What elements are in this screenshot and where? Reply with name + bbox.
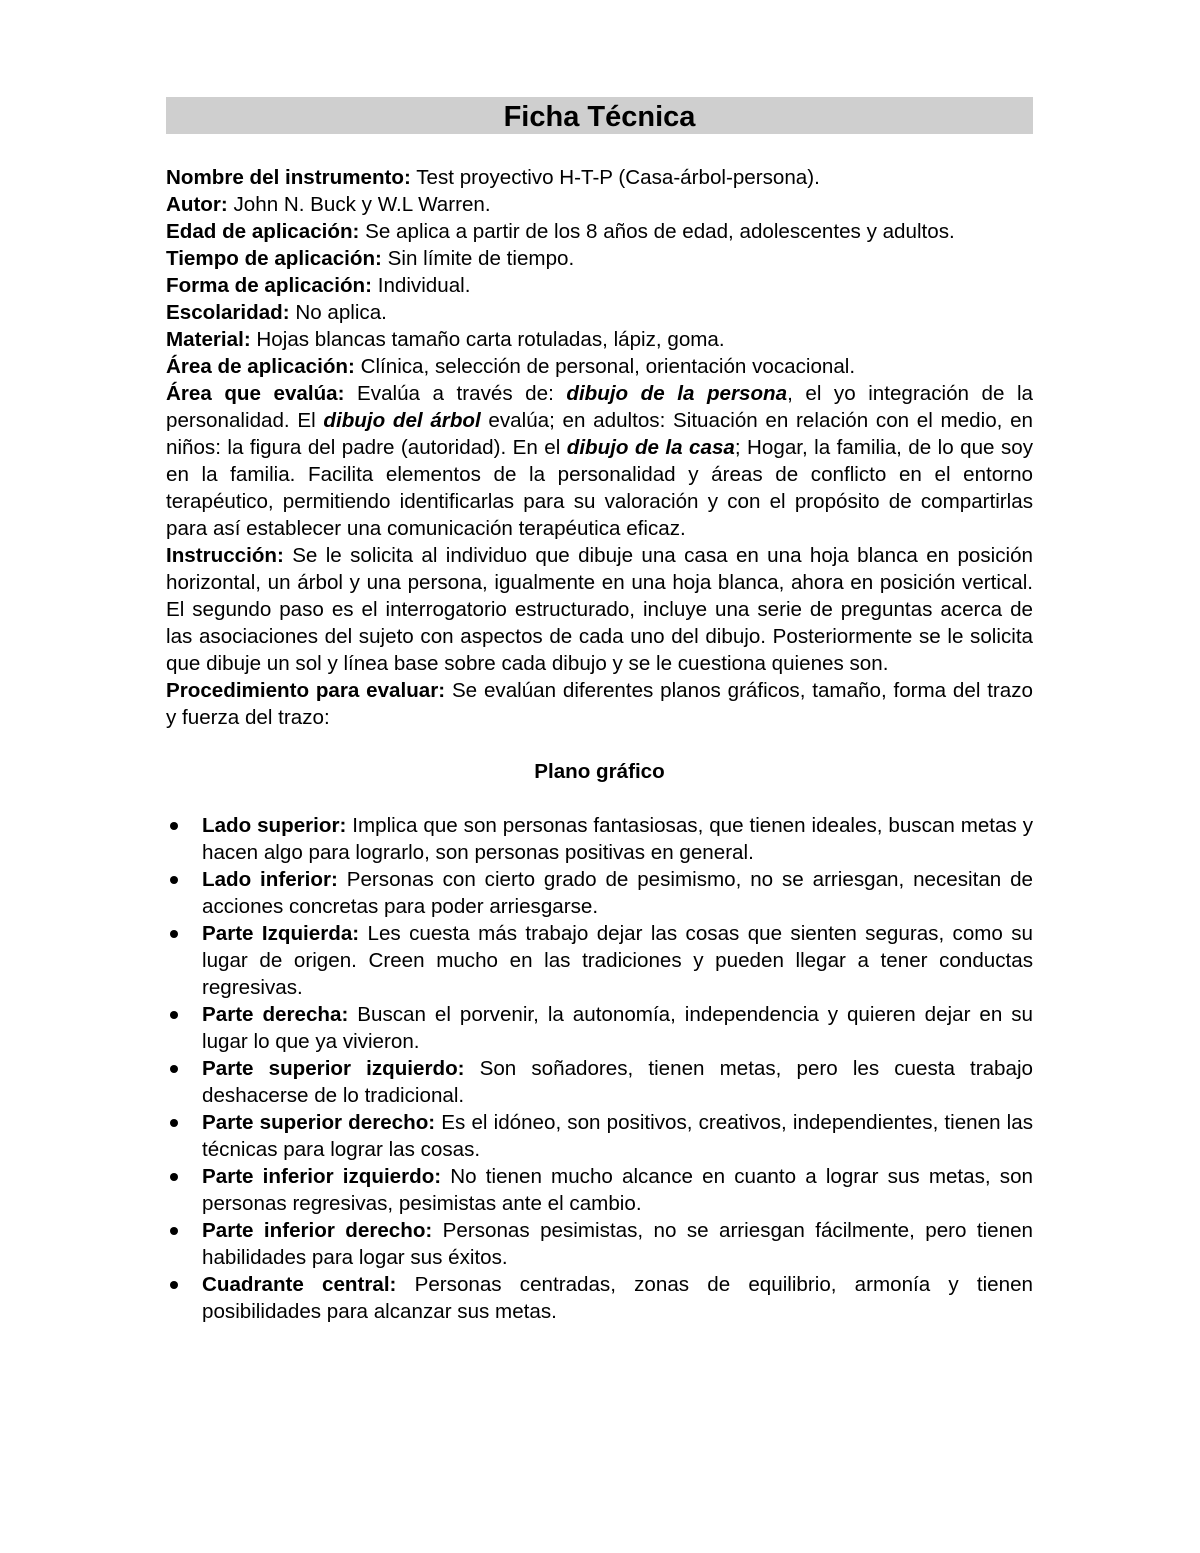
field-label: Área de aplicación: bbox=[166, 355, 355, 378]
bullet-icon bbox=[170, 1011, 178, 1019]
field-label: Tiempo de aplicación: bbox=[166, 247, 382, 270]
bullet-icon bbox=[170, 1119, 178, 1127]
item-text: Implica que son personas fantasiosas, que tienen ideales, buscan metas y hacen algo para lograrlo, son personas positivas en general. bbox=[202, 814, 1033, 864]
list-item bbox=[166, 812, 1033, 866]
bullet-icon bbox=[170, 930, 178, 938]
field-value: Se aplica a partir de los 8 años de edad, adolescentes y adultos. bbox=[359, 220, 955, 243]
item-label: Parte superior izquierdo: bbox=[202, 1057, 465, 1080]
field-escolaridad bbox=[166, 299, 1033, 326]
list-item bbox=[166, 1001, 1033, 1055]
field-value: Test proyectivo H-T-P (Casa-árbol-persona). bbox=[410, 166, 820, 189]
bullet-icon bbox=[170, 876, 178, 884]
list-item bbox=[166, 1109, 1033, 1163]
field-label: Edad de aplicación: bbox=[166, 220, 360, 243]
section-title-plano-grafico: Plano gráfico bbox=[534, 760, 665, 783]
list-item bbox=[166, 1271, 1033, 1325]
list-item bbox=[166, 1217, 1033, 1271]
field-area-evalua bbox=[166, 380, 1033, 542]
field-area-aplicacion bbox=[166, 353, 1033, 380]
list-item bbox=[166, 1163, 1033, 1217]
item-text: No tienen mucho alcance en cuanto a lograr sus metas, son personas regresivas, pesimistas ante el cambio. bbox=[202, 1165, 1033, 1215]
list-item bbox=[166, 920, 1033, 1001]
item-label: Parte inferior izquierdo: bbox=[202, 1165, 442, 1188]
item-text: Buscan el porvenir, la autonomía, independencia y quieren dejar en su lugar lo que ya vivieron. bbox=[202, 1003, 1033, 1053]
field-forma bbox=[166, 272, 1033, 299]
field-label: Instrucción: bbox=[166, 544, 284, 567]
document-page bbox=[166, 97, 1033, 1325]
field-value: Sin límite de tiempo. bbox=[381, 247, 575, 270]
item-label: Parte superior derecho: bbox=[202, 1111, 436, 1134]
item-label: Parte Izquierda: bbox=[202, 922, 360, 945]
bullet-icon bbox=[170, 822, 178, 830]
bullet-icon bbox=[170, 1227, 178, 1235]
field-value: Individual. bbox=[372, 274, 471, 297]
field-nombre bbox=[166, 164, 1033, 191]
item-label: Parte derecha: bbox=[202, 1003, 349, 1026]
emphasis-dibujo-persona: dibujo de la persona bbox=[566, 382, 788, 405]
technical-fields bbox=[166, 164, 1033, 731]
field-value: Hojas blancas tamaño carta rotuladas, lápiz, goma. bbox=[250, 328, 725, 351]
field-edad bbox=[166, 218, 1033, 245]
item-text: Es el idóneo, son positivos, creativos, independientes, tienen las técnicas para lograr las cosas. bbox=[202, 1111, 1034, 1161]
field-value: ; Hogar, la familia, de lo que soy en la familia. Facilita elementos de la personalidad y áreas de conflicto en el entorno terapéutico, permitiendo identificarlas para su valoración y con el propósito de compartirlas para así establecer una comunicación terapéutica eficaz. bbox=[166, 436, 1033, 540]
item-text: Personas con cierto grado de pesimismo, no se arriesgan, necesitan de acciones concretas para poder arriesgarse. bbox=[202, 868, 1034, 918]
field-label: Autor: bbox=[166, 193, 228, 216]
field-value: , el yo integración de la personalidad. El bbox=[166, 382, 1034, 432]
item-label: Lado superior: bbox=[202, 814, 347, 837]
field-procedimiento bbox=[166, 677, 1033, 731]
plano-grafico-list bbox=[166, 812, 1033, 1325]
item-text: Son soñadores, tienen metas, pero les cuesta trabajo deshacerse de lo tradicional. bbox=[202, 1057, 1033, 1107]
field-label: Escolaridad: bbox=[166, 301, 290, 324]
item-text: Les cuesta más trabajo dejar las cosas que sienten seguras, como su lugar de origen. Creen mucho en las tradiciones y pueden llegar a tener conductas regresivas. bbox=[202, 922, 1034, 999]
list-item bbox=[166, 866, 1033, 920]
field-value: evalúa; en adultos: Situación en relación con el medio, en niños: la figura del padre (autoridad). En el bbox=[166, 409, 1033, 459]
field-autor bbox=[166, 191, 1033, 218]
emphasis-dibujo-arbol: dibujo del árbol bbox=[323, 409, 481, 432]
field-label: Material: bbox=[166, 328, 251, 351]
item-text: Personas pesimistas, no se arriesgan fácilmente, pero tienen habilidades para logar sus éxitos. bbox=[202, 1219, 1033, 1269]
item-label: Cuadrante central: bbox=[202, 1273, 397, 1296]
field-value: Evalúa a través de: bbox=[344, 382, 567, 405]
emphasis-dibujo-casa: dibujo de la casa bbox=[566, 436, 735, 459]
bullet-icon bbox=[170, 1173, 178, 1181]
item-label: Lado inferior: bbox=[202, 868, 338, 891]
bullet-icon bbox=[170, 1065, 178, 1073]
bullet-icon bbox=[170, 1281, 178, 1289]
field-value: Clínica, selección de personal, orientación vocacional. bbox=[354, 355, 856, 378]
field-label: Forma de aplicación: bbox=[166, 274, 372, 297]
field-value: No aplica. bbox=[289, 301, 387, 324]
field-label: Área que evalúa: bbox=[166, 382, 345, 405]
field-value: Se le solicita al individuo que dibuje una casa en una hoja blanca en posición horizontal, un árbol y una persona, igualmente en una hoja blanca, ahora en posición vertical. El segundo paso es el interrogatorio estructurado, incluye una serie de preguntas acerca de las asociaciones del sujeto con aspectos de cada uno del dibujo. Posteriormente se le solicita que dibuje un sol y línea base sobre cada dibujo y se le cuestiona quienes son. bbox=[166, 544, 1033, 675]
item-label: Parte inferior derecho: bbox=[202, 1219, 433, 1242]
page-title: Ficha Técnica bbox=[166, 97, 1033, 134]
field-value: Se evalúan diferentes planos gráficos, tamaño, forma del trazo y fuerza del trazo: bbox=[166, 679, 1033, 729]
field-material bbox=[166, 326, 1033, 353]
field-instruccion bbox=[166, 542, 1033, 677]
field-tiempo bbox=[166, 245, 1033, 272]
field-value: John N. Buck y W.L Warren. bbox=[227, 193, 491, 216]
list-item bbox=[166, 1055, 1033, 1109]
field-label: Nombre del instrumento: bbox=[166, 166, 411, 189]
field-label: Procedimiento para evaluar: bbox=[166, 679, 446, 702]
item-text: Personas centradas, zonas de equilibrio, armonía y tienen posibilidades para alcanzar sus metas. bbox=[202, 1273, 1033, 1323]
